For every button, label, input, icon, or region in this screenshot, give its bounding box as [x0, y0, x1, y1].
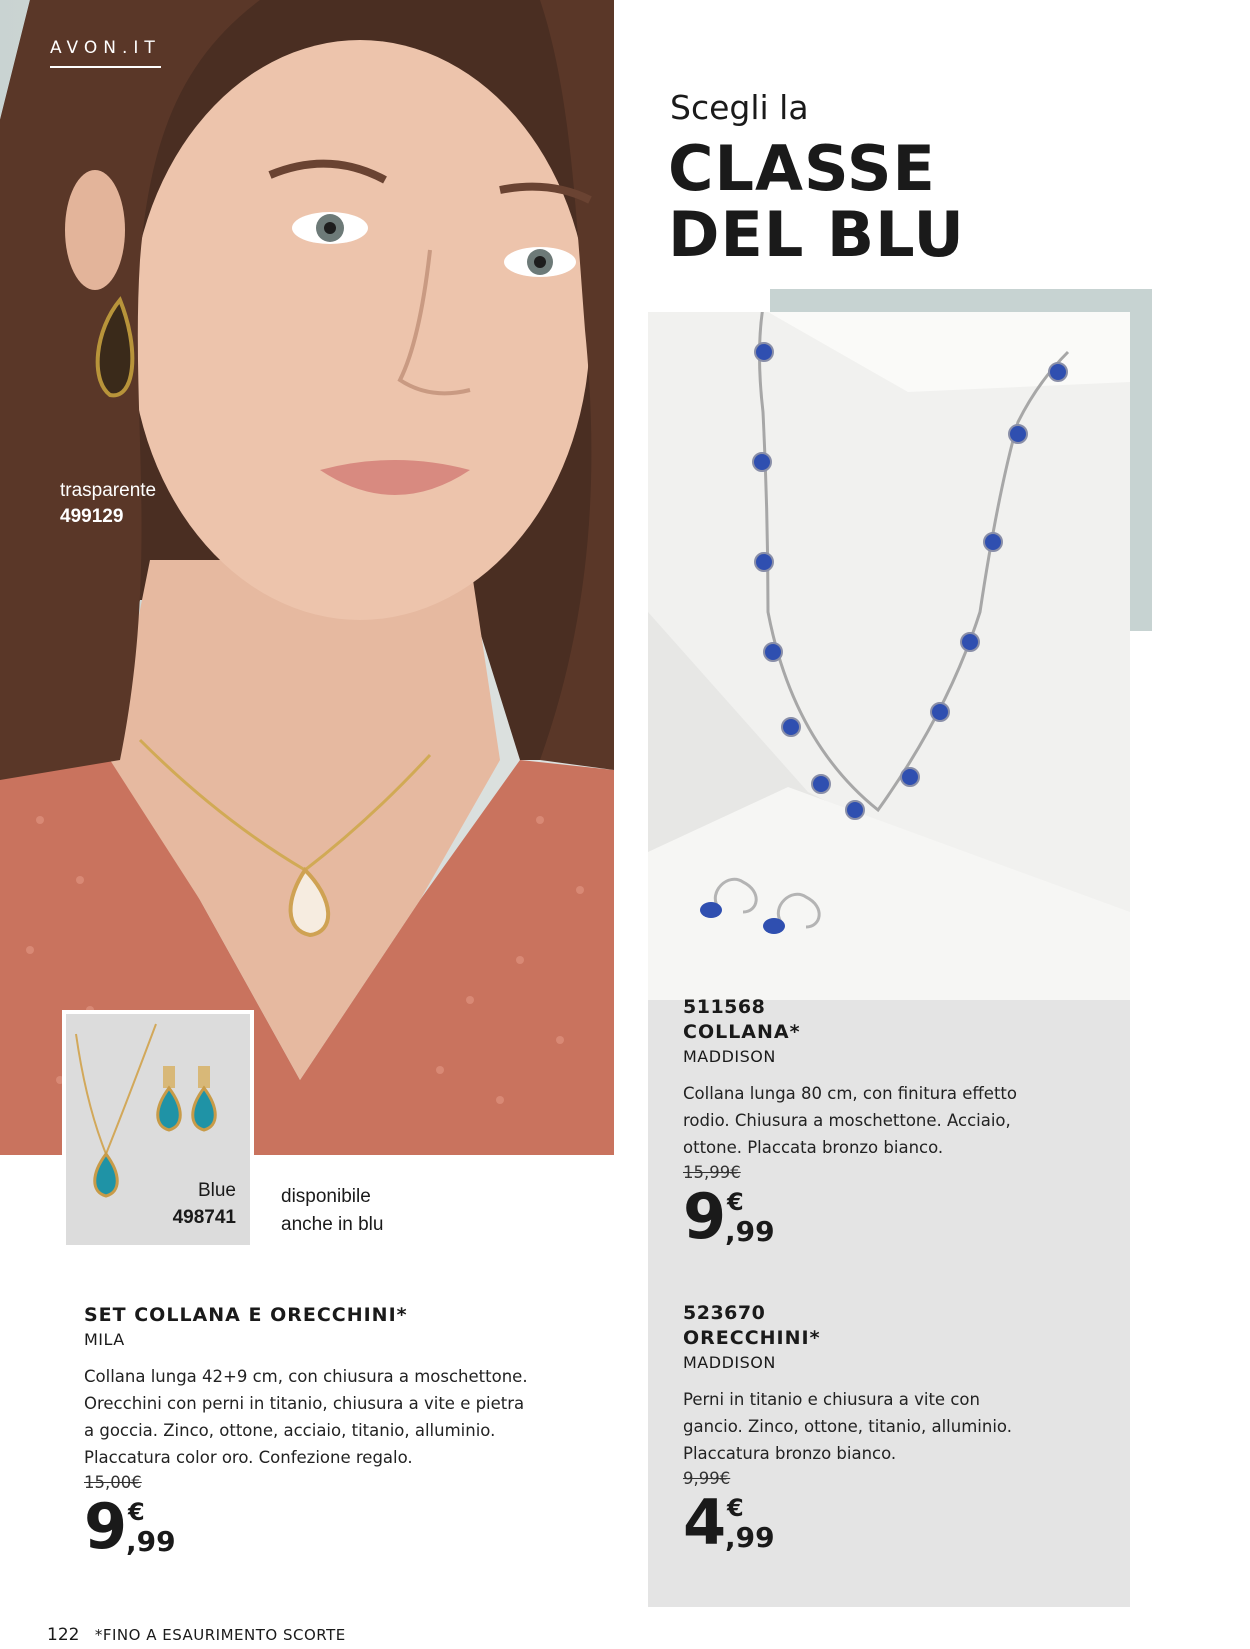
product-code: 511568 — [683, 996, 766, 1018]
price-integer: 9 — [683, 1180, 727, 1253]
brand-logo[interactable]: AVON.IT — [50, 38, 161, 68]
inset-variant-label — [173, 1177, 236, 1231]
footer-note: *FINO A ESAURIMENTO SCORTE — [94, 1626, 346, 1644]
old-price: 15,99€ — [683, 1163, 741, 1182]
inset-variant-code: 498741 — [172, 1207, 236, 1228]
product-photo — [648, 312, 1130, 1000]
description-line: ottone. Placcata bronzo bianco. — [683, 1138, 944, 1157]
description-line: Orecchini con perni in titanio, chiusura a vite e pietra — [84, 1394, 525, 1413]
maddison-jewelry-illustration — [648, 312, 1130, 1000]
product-line: MADDISON — [683, 1047, 776, 1066]
description-line: a goccia. Zinco, ottone, acciaio, titanio, alluminio. — [84, 1421, 496, 1440]
product-description — [683, 1080, 1123, 1161]
model-illustration — [0, 0, 614, 1155]
description-line: rodio. Chiusura a moschettone. Acciaio, — [683, 1111, 1011, 1130]
product-line: MILA — [84, 1330, 125, 1349]
description-line: Placcatura bronzo bianco. — [683, 1444, 897, 1463]
description-line: gancio. Zinco, ottone, titanio, alluminio. — [683, 1417, 1012, 1436]
heading-title — [668, 132, 965, 271]
page-footer — [47, 1625, 346, 1645]
description-line: Collana lunga 80 cm, con finitura effetto — [683, 1084, 1017, 1103]
description-line: Placcatura color oro. Confezione regalo. — [84, 1448, 413, 1467]
product-code: 523670 — [683, 1302, 766, 1324]
page-number: 122 — [47, 1625, 80, 1645]
price-currency: € — [727, 1494, 744, 1522]
product-line: MADDISON — [683, 1353, 776, 1372]
product-title: COLLANA* — [683, 1021, 801, 1043]
hero-variant-label — [60, 478, 156, 530]
heading-title-line-1: CLASSE — [668, 132, 936, 205]
description-line: Collana lunga 42+9 cm, con chiusura a moschettone. — [84, 1367, 528, 1386]
heading-title-line-2: DEL BLU — [668, 198, 965, 271]
availability-note — [281, 1183, 383, 1239]
product-title: ORECCHINI* — [683, 1327, 821, 1349]
product-description — [683, 1386, 1123, 1467]
product-collana — [683, 995, 1123, 1256]
price — [683, 1180, 1123, 1256]
hero-variant-code: 499129 — [60, 506, 124, 527]
description-line: Perni in titanio e chiusura a vite con — [683, 1390, 980, 1409]
price-cents: ,99 — [725, 1521, 775, 1554]
price-integer: 9 — [84, 1490, 128, 1563]
old-price: 15,00€ — [84, 1473, 142, 1492]
price-cents: ,99 — [126, 1525, 176, 1558]
hero-variant-name: trasparente — [60, 480, 157, 501]
inset-product-image — [62, 1010, 254, 1249]
old-price: 9,99€ — [683, 1469, 731, 1488]
price — [683, 1486, 1123, 1562]
price-integer: 4 — [683, 1486, 727, 1559]
hero-photo — [0, 0, 614, 1155]
heading-kicker: Scegli la — [670, 88, 809, 127]
availability-line-1: disponibile — [281, 1186, 371, 1207]
product-description — [84, 1363, 624, 1471]
price-currency: € — [128, 1498, 145, 1526]
price-cents: ,99 — [725, 1215, 775, 1248]
availability-line-2: anche in blu — [281, 1214, 384, 1235]
product-set — [84, 1303, 624, 1566]
price — [84, 1490, 624, 1566]
product-title: SET COLLANA E ORECCHINI* — [84, 1304, 408, 1326]
price-currency: € — [727, 1188, 744, 1216]
product-orecchini — [683, 1301, 1123, 1562]
inset-variant-name: Blue — [197, 1180, 236, 1201]
